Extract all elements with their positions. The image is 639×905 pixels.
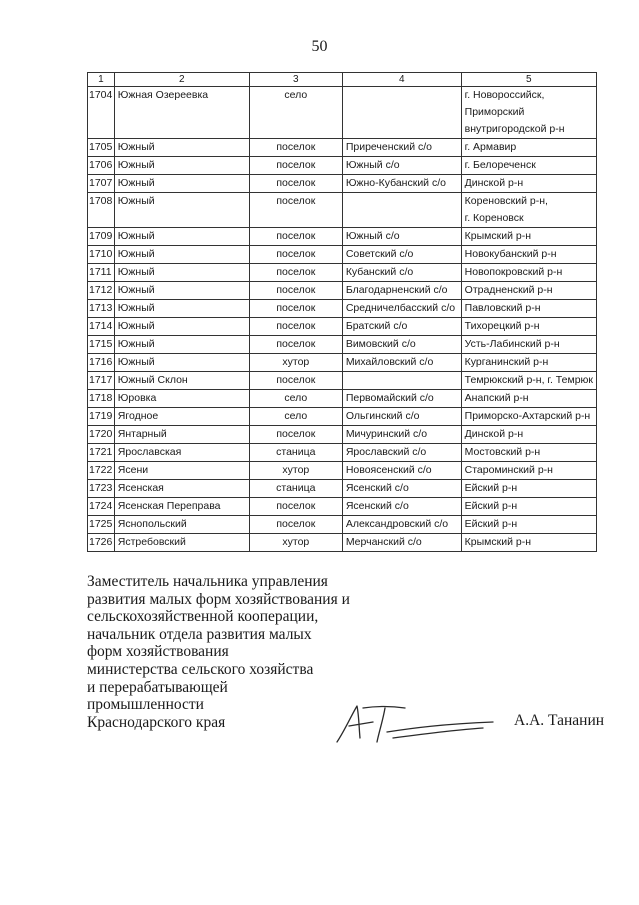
cell-number: 1719 [88,408,115,426]
cell-name: Яснопольский [114,516,249,534]
district-line: Усть-Лабинский р-н [464,338,560,350]
district-line: г. Кореновск [464,212,524,224]
cell-number: 1720 [88,426,115,444]
cell-number: 1712 [88,282,115,300]
cell-number: 1722 [88,462,115,480]
table-row [88,157,597,175]
settlements-table [87,72,597,552]
cell-number: 1710 [88,246,115,264]
table-row [88,498,597,516]
district-line: Новокубанский р-н [464,248,557,260]
cell-number: 1717 [88,372,115,390]
cell-district [461,462,596,480]
cell-type: поселок [249,372,342,390]
cell-type: поселок [249,139,342,157]
cell-name: Ястребовский [114,534,249,552]
district-line: Кореновский р-н, [464,195,548,207]
cell-district [461,157,596,175]
column-header-council: 4 [342,73,461,87]
table-row [88,318,597,336]
cell-name: Юровка [114,390,249,408]
cell-number: 1723 [88,480,115,498]
cell-number: 1713 [88,300,115,318]
district-line: г. Белореченск [464,159,536,171]
cell-number: 1724 [88,498,115,516]
district-line: Ейский р-н [464,500,518,512]
cell-district [461,246,596,264]
district-line: Динской р-н [464,177,524,189]
cell-district [461,498,596,516]
cell-district [461,408,596,426]
district-line: Новопокровский р-н [464,266,563,278]
district-line: Темрюкский р-н, г. Темрюк [464,374,593,386]
cell-number: 1708 [88,193,115,228]
cell-council: Братский с/о [342,318,461,336]
cell-council: Благодарненский с/о [342,282,461,300]
table-row [88,444,597,462]
cell-type: поселок [249,318,342,336]
table-row [88,228,597,246]
cell-council: Михайловский с/о [342,354,461,372]
cell-council: Ясенский с/о [342,498,461,516]
district-line: г. Армавир [464,141,517,153]
cell-district [461,300,596,318]
cell-number: 1715 [88,336,115,354]
cell-type: поселок [249,246,342,264]
table-row [88,534,597,552]
position-line: развития малых форм хозяйствования и [87,590,350,608]
table-row [88,264,597,282]
cell-council: Вимовский с/о [342,336,461,354]
cell-district [461,534,596,552]
cell-district [461,139,596,157]
cell-council: Новоясенский с/о [342,462,461,480]
cell-name: Южный [114,354,249,372]
cell-name: Ясени [114,462,249,480]
cell-council: Мерчанский с/о [342,534,461,552]
cell-district [461,444,596,462]
cell-district [461,354,596,372]
cell-type: поселок [249,264,342,282]
cell-name: Ярославская [114,444,249,462]
cell-name: Южный [114,300,249,318]
cell-name: Ясенская Переправа [114,498,249,516]
cell-type: село [249,390,342,408]
cell-district [461,175,596,193]
table-row [88,282,597,300]
cell-type: село [249,408,342,426]
cell-name: Южный [114,264,249,282]
district-line: г. Новороссийск, [464,89,545,101]
cell-district [461,264,596,282]
table-row [88,175,597,193]
cell-district [461,318,596,336]
table-row [88,390,597,408]
district-line: Ейский р-н [464,482,518,494]
cell-name: Южный Склон [114,372,249,390]
column-header-district: 5 [461,73,596,87]
signer-name: А.А. Тананин [514,712,605,729]
table-row [88,246,597,264]
district-line: Приморско-Ахтарский р-н [464,410,591,422]
table-row [88,354,597,372]
cell-name: Южная Озереевка [114,87,249,139]
cell-council [342,87,461,139]
cell-type: поселок [249,426,342,444]
cell-council: Советский с/о [342,246,461,264]
district-line: Староминский р-н [464,464,553,476]
cell-council: Кубанский с/о [342,264,461,282]
table-row [88,516,597,534]
handwritten-signature [333,702,498,744]
cell-name: Южный [114,246,249,264]
cell-name: Южный [114,282,249,300]
district-line: Тихорецкий р-н [464,320,540,332]
cell-district [461,228,596,246]
table-row [88,462,597,480]
district-line: Мостовский р-н [464,446,541,458]
table-row [88,300,597,318]
cell-name: Южный [114,228,249,246]
cell-number: 1718 [88,390,115,408]
page-number: 50 [311,38,328,55]
cell-name: Южный [114,175,249,193]
cell-name: Южный [114,193,249,228]
cell-number: 1707 [88,175,115,193]
district-line: Крымский р-н [464,536,532,548]
cell-type: село [249,87,342,139]
cell-council: Александровский с/о [342,516,461,534]
column-header-type: 3 [249,73,342,87]
district-line: Анапский р-н [464,392,529,404]
position-line: промышленности [87,696,204,714]
cell-number: 1714 [88,318,115,336]
cell-council: Ольгинский с/о [342,408,461,426]
district-line: внутригородской р-н [464,123,565,135]
cell-type: хутор [249,462,342,480]
cell-name: Янтарный [114,426,249,444]
signature-position [87,573,350,731]
cell-type: поселок [249,516,342,534]
table-header-row [88,73,597,87]
cell-council: Южный с/о [342,157,461,175]
cell-council: Ясенский с/о [342,480,461,498]
cell-number: 1706 [88,157,115,175]
column-header-name: 2 [114,73,249,87]
cell-number: 1709 [88,228,115,246]
cell-number: 1721 [88,444,115,462]
cell-number: 1711 [88,264,115,282]
cell-type: хутор [249,534,342,552]
position-line: министерства сельского хозяйства [87,660,314,678]
cell-type: поселок [249,228,342,246]
cell-number: 1705 [88,139,115,157]
cell-type: поселок [249,175,342,193]
cell-name: Южный [114,139,249,157]
cell-type: поселок [249,498,342,516]
cell-number: 1726 [88,534,115,552]
cell-district [461,193,596,228]
cell-number: 1725 [88,516,115,534]
district-line: Динской р-н [464,428,524,440]
position-line: начальник отдела развития малых [87,625,312,643]
cell-council: Средничелбасский с/о [342,300,461,318]
cell-council: Ярославский с/о [342,444,461,462]
cell-name: Южный [114,157,249,175]
cell-district [461,87,596,139]
cell-district [461,516,596,534]
cell-district [461,480,596,498]
cell-district [461,282,596,300]
cell-council: Первомайский с/о [342,390,461,408]
cell-council: Мичуринский с/о [342,426,461,444]
table-row [88,87,597,139]
cell-council [342,372,461,390]
column-header-number: 1 [88,73,115,87]
table-row [88,426,597,444]
position-line: Заместитель начальника управления [87,573,328,590]
district-line: Курганинский р-н [464,356,549,368]
cell-name: Ясенская [114,480,249,498]
cell-type: поселок [249,300,342,318]
district-line: Ейский р-н [464,518,518,530]
cell-name: Южный [114,318,249,336]
table-row [88,372,597,390]
cell-district [461,372,596,390]
cell-type: поселок [249,193,342,228]
district-line: Приморский [464,106,525,118]
cell-type: поселок [249,282,342,300]
cell-name: Ягодное [114,408,249,426]
table-row [88,336,597,354]
position-line: сельскохозяйственной кооперации, [87,608,319,626]
position-line: и перерабатывающей [87,678,228,696]
cell-district [461,426,596,444]
cell-type: поселок [249,157,342,175]
position-line: форм хозяйствования [87,643,229,661]
cell-type: станица [249,444,342,462]
table-row [88,139,597,157]
table-row [88,408,597,426]
position-line: Краснодарского края [87,713,226,731]
district-line: Павловский р-н [464,302,541,314]
cell-number: 1716 [88,354,115,372]
district-line: Крымский р-н [464,230,532,242]
table-row [88,193,597,228]
cell-council: Южный с/о [342,228,461,246]
cell-district [461,390,596,408]
cell-council [342,193,461,228]
cell-number: 1704 [88,87,115,139]
cell-council: Южно-Кубанский с/о [342,175,461,193]
cell-council: Приреченский с/о [342,139,461,157]
table-row [88,480,597,498]
cell-name: Южный [114,336,249,354]
cell-type: станица [249,480,342,498]
cell-type: поселок [249,336,342,354]
district-line: Отрадненский р-н [464,284,553,296]
cell-district [461,336,596,354]
cell-type: хутор [249,354,342,372]
